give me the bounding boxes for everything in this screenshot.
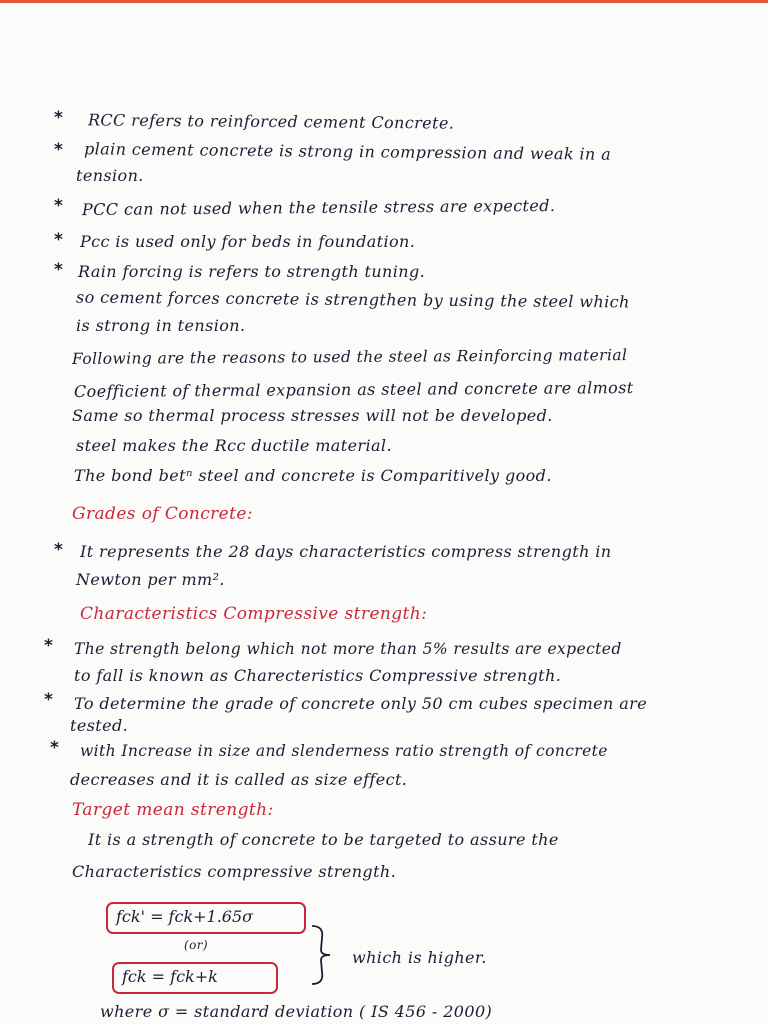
note-line-pcc: plain cement concrete is strong in compression and weak in a [83, 139, 612, 164]
page-top-edge [0, 0, 768, 3]
note-line-ductile: steel makes the Rcc ductile material. [76, 436, 392, 455]
note-line-determine-grade: To determine the grade of concrete only 50 cm cubes specimen are [74, 694, 648, 713]
note-line-thermal-cont: Same so thermal process stresses will not be developed. [72, 406, 553, 425]
note-line-target-definition: It is a strength of concrete to be targeted to assure the [88, 830, 559, 849]
note-line-bond: The bond betⁿ steel and concrete is Comparitively good. [74, 466, 552, 485]
note-line-pcc-tensile: PCC can not used when the tensile stress are expected. [81, 195, 556, 220]
bullet-star: * [54, 230, 63, 250]
bullet-star: * [44, 690, 53, 710]
note-line-rcc: RCC refers to reinforced cement Concrete. [87, 110, 455, 133]
bullet-star: * [54, 108, 63, 128]
heading-grades-of-concrete: Grades of Concrete: [72, 504, 253, 524]
bullet-star: * [54, 260, 63, 280]
formula-box-sigma: fck' = fck+1.65σ [106, 902, 306, 934]
bullet-star: * [54, 540, 63, 560]
note-line-size-effect-cont: decreases and it is called as size effect. [70, 770, 408, 789]
note-line-5-percent-cont: to fall is known as Charecteristics Compressive strength. [74, 666, 562, 685]
note-line-determine-grade-cont: tested. [70, 716, 129, 735]
or-label: (or) [184, 938, 208, 952]
bullet-star: * [54, 196, 63, 216]
bullet-star: * [54, 140, 63, 160]
note-line-28-days-cont: Newton per mm². [76, 570, 225, 589]
note-line-size-effect: with Increase in size and slenderness ratio strength of concrete [80, 742, 608, 760]
note-which-is-higher: which is higher. [352, 948, 487, 967]
note-line-5-percent: The strength belong which not more than 5% results are expected [74, 640, 622, 658]
heading-target-mean-strength: Target mean strength: [72, 800, 274, 820]
note-line-pcc-cont: tension. [76, 166, 144, 185]
curly-brace-icon [306, 924, 336, 986]
heading-characteristic-strength: Characteristics Compressive strength: [80, 604, 428, 624]
note-line-reinforcing-cont: is strong in tension. [76, 316, 246, 335]
note-line-pcc-beds: Pcc is used only for beds in foundation. [80, 232, 416, 251]
note-line-reasons: Following are the reasons to used the steel as Reinforcing material [71, 346, 628, 368]
note-line-thermal: Coefficient of thermal expansion as steel and concrete are almost [73, 378, 634, 401]
note-line-28-days: It represents the 28 days characteristics compress strength in [80, 542, 612, 561]
note-line-target-definition-cont: Characteristics compressive strength. [72, 862, 397, 881]
note-line-reinforcing-cont: so cement forces concrete is strengthen by using the steel which [75, 287, 630, 312]
note-line-standard-deviation: where σ = standard deviation ( IS 456 - 2000) [100, 1002, 493, 1021]
note-line-reinforcing: Rain forcing is refers to strength tuning. [78, 262, 426, 281]
bullet-star: * [44, 636, 53, 656]
formula-box-k: fck = fck+k [112, 962, 278, 994]
bullet-star: * [50, 738, 59, 758]
